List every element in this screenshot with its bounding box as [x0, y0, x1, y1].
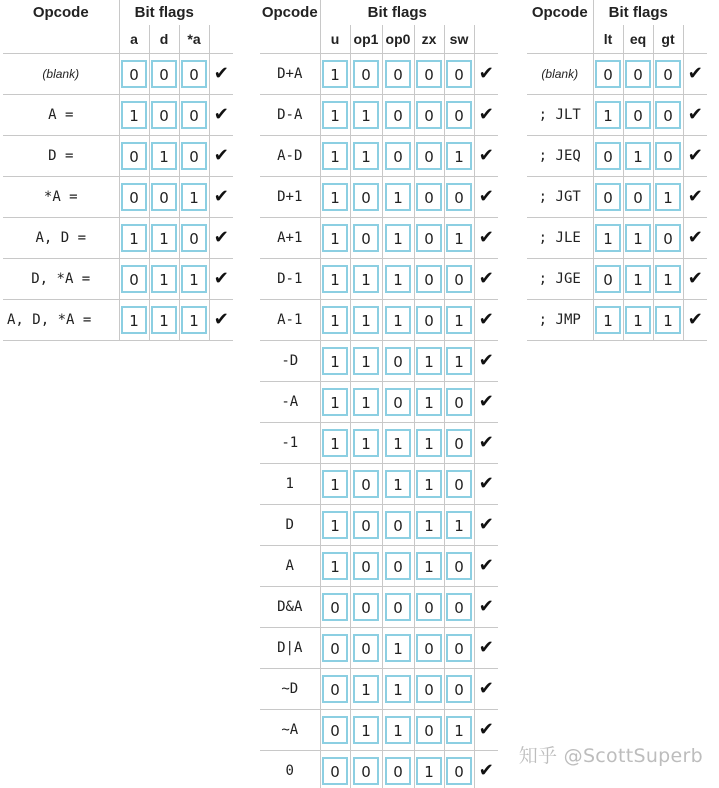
check-icon: ✔: [687, 104, 703, 125]
bit-flag-cell: 0: [353, 470, 379, 498]
bit-flag-cell: 1: [322, 511, 348, 539]
check-icon: ✔: [213, 309, 229, 330]
bit-flag-cell: 0: [446, 634, 472, 662]
bit-flag-cell: 1: [322, 470, 348, 498]
table-row: [260, 381, 498, 422]
bit-flag-cell: 1: [416, 429, 442, 457]
opcode-label: D =: [3, 135, 119, 176]
check-icon: ✔: [478, 63, 494, 84]
bit-flag-cell: 1: [353, 675, 379, 703]
bit-flag-cell: 1: [322, 347, 348, 375]
bit-flag-cell: 0: [625, 60, 651, 88]
bit-flags-header: Bit flags: [320, 0, 474, 25]
flag-column-header: eq: [623, 25, 653, 53]
bit-flag-cell: 1: [416, 757, 442, 785]
check-icon: ✔: [213, 63, 229, 84]
flag-column-header: lt: [593, 25, 623, 53]
opcode-label: D+1: [260, 176, 320, 217]
bit-flag-cell: 1: [181, 265, 207, 293]
bit-flag-cell: 1: [322, 306, 348, 334]
table-row: [527, 94, 707, 135]
check-icon: ✔: [478, 350, 494, 371]
jump-flags-table: [527, 0, 707, 341]
table-row: [3, 94, 233, 135]
opcode-label: (blank): [527, 53, 593, 94]
flag-column-header: *a: [179, 25, 209, 53]
flag-column-header: a: [119, 25, 149, 53]
check-icon: ✔: [478, 268, 494, 289]
bit-flag-cell: 0: [655, 224, 681, 252]
bit-flag-cell: 0: [416, 306, 442, 334]
opcode-label: A-1: [260, 299, 320, 340]
bit-flag-cell: 1: [322, 265, 348, 293]
opcode-label: A =: [3, 94, 119, 135]
check-icon: ✔: [478, 432, 494, 453]
opcode-label: ~A: [260, 709, 320, 750]
opcode-label: A, D =: [3, 217, 119, 258]
bit-flag-cell: 0: [353, 183, 379, 211]
bit-flag-cell: 1: [446, 347, 472, 375]
bit-flag-cell: 1: [151, 265, 177, 293]
bit-flag-cell: 1: [353, 265, 379, 293]
bit-flag-cell: 1: [655, 306, 681, 334]
bit-flag-cell: 1: [151, 142, 177, 170]
opcode-label: A, D, *A =: [3, 299, 119, 340]
check-icon: ✔: [687, 268, 703, 289]
destination-flags-table: [3, 0, 233, 341]
bit-flag-cell: 0: [181, 60, 207, 88]
bit-flag-cell: 1: [353, 429, 379, 457]
check-icon: ✔: [687, 186, 703, 207]
bit-flag-cell: 0: [416, 183, 442, 211]
table-row: [260, 53, 498, 94]
opcode-label: D&A: [260, 586, 320, 627]
bit-flag-cell: 1: [625, 306, 651, 334]
bit-flag-cell: 1: [121, 306, 147, 334]
bit-flag-cell: 1: [322, 183, 348, 211]
opcode-label: D: [260, 504, 320, 545]
bit-flag-cell: 1: [151, 224, 177, 252]
opcode-table-compute: [260, 0, 498, 788]
bit-flag-cell: 1: [385, 716, 411, 744]
bit-flag-cell: 1: [385, 429, 411, 457]
opcode-label: ; JLT: [527, 94, 593, 135]
bit-flag-cell: 0: [416, 142, 442, 170]
check-icon: ✔: [478, 514, 494, 535]
bit-flag-cell: 0: [446, 265, 472, 293]
bit-flag-cell: 1: [625, 224, 651, 252]
bit-flag-cell: 0: [446, 388, 472, 416]
bit-flag-cell: 0: [595, 60, 621, 88]
bit-flag-cell: 1: [655, 183, 681, 211]
bit-flag-cell: 0: [655, 101, 681, 129]
table-row: [3, 53, 233, 94]
table-row: [260, 258, 498, 299]
bit-flag-cell: 0: [446, 593, 472, 621]
bit-flag-cell: 0: [655, 60, 681, 88]
table-row: [260, 422, 498, 463]
table-row: [260, 217, 498, 258]
bit-flag-cell: 0: [446, 429, 472, 457]
bit-flag-cell: 1: [121, 101, 147, 129]
bit-flag-cell: 0: [151, 60, 177, 88]
bit-flag-cell: 0: [322, 634, 348, 662]
check-icon: ✔: [213, 145, 229, 166]
bit-flag-cell: 0: [151, 183, 177, 211]
check-icon: ✔: [478, 596, 494, 617]
bit-flag-cell: 0: [353, 552, 379, 580]
bit-flag-cell: 0: [121, 183, 147, 211]
bit-flag-cell: 0: [151, 101, 177, 129]
bit-flag-cell: 0: [181, 142, 207, 170]
bit-flag-cell: 1: [353, 306, 379, 334]
opcode-label: -1: [260, 422, 320, 463]
bit-flag-cell: 0: [385, 388, 411, 416]
bit-flag-cell: 1: [385, 470, 411, 498]
bit-flag-cell: 1: [446, 224, 472, 252]
bit-flag-cell: 1: [181, 306, 207, 334]
bit-flag-cell: 0: [322, 716, 348, 744]
bit-flag-cell: 1: [446, 306, 472, 334]
check-icon: ✔: [687, 145, 703, 166]
flag-column-header: u: [320, 25, 350, 53]
bit-flag-cell: 0: [595, 183, 621, 211]
table-row: [260, 586, 498, 627]
opcode-label: D+A: [260, 53, 320, 94]
opcode-label: -A: [260, 381, 320, 422]
check-icon: ✔: [478, 186, 494, 207]
bit-flag-cell: 1: [322, 388, 348, 416]
table-row: [260, 545, 498, 586]
compute-flags-table: [260, 0, 498, 788]
bit-flag-cell: 0: [353, 511, 379, 539]
bit-flag-cell: 0: [595, 265, 621, 293]
opcode-label: A-D: [260, 135, 320, 176]
table-row: [527, 135, 707, 176]
bit-flag-cell: 1: [416, 511, 442, 539]
bit-flag-cell: 1: [416, 470, 442, 498]
bit-flag-cell: 0: [181, 224, 207, 252]
bit-flag-cell: 1: [446, 716, 472, 744]
bit-flag-cell: 1: [446, 142, 472, 170]
bit-flag-cell: 0: [322, 757, 348, 785]
table-row: [3, 217, 233, 258]
bit-flag-cell: 0: [121, 142, 147, 170]
bit-flag-cell: 1: [181, 183, 207, 211]
check-icon: ✔: [213, 104, 229, 125]
table-row: [260, 176, 498, 217]
bit-flag-cell: 0: [446, 470, 472, 498]
check-icon: ✔: [213, 186, 229, 207]
bit-flag-cell: 0: [446, 675, 472, 703]
bit-flag-cell: 0: [446, 183, 472, 211]
check-icon: ✔: [478, 760, 494, 781]
check-icon: ✔: [213, 227, 229, 248]
opcode-label: ; JEQ: [527, 135, 593, 176]
bit-flag-cell: 1: [416, 347, 442, 375]
bit-flag-cell: 0: [595, 142, 621, 170]
bit-flag-cell: 0: [416, 60, 442, 88]
bit-flag-cell: 1: [595, 224, 621, 252]
bit-flag-cell: 0: [416, 634, 442, 662]
table-row: [3, 135, 233, 176]
bit-flag-cell: 0: [446, 101, 472, 129]
bit-flag-cell: 0: [446, 757, 472, 785]
table-row: [527, 258, 707, 299]
opcode-label: D, *A =: [3, 258, 119, 299]
bit-flag-cell: 0: [446, 60, 472, 88]
bit-flag-cell: 0: [181, 101, 207, 129]
flag-column-header: d: [149, 25, 179, 53]
bit-flag-cell: 0: [416, 716, 442, 744]
opcode-label: *A =: [3, 176, 119, 217]
check-icon: ✔: [213, 268, 229, 289]
bit-flag-cell: 0: [385, 60, 411, 88]
table-row: [260, 750, 498, 788]
opcode-header: Opcode: [261, 4, 318, 21]
check-icon: ✔: [478, 309, 494, 330]
check-icon: ✔: [687, 309, 703, 330]
bit-flag-cell: 1: [121, 224, 147, 252]
bit-flag-cell: 0: [385, 101, 411, 129]
table-row: [527, 217, 707, 258]
table-row: [260, 504, 498, 545]
check-icon: ✔: [478, 719, 494, 740]
table-row: [260, 299, 498, 340]
bit-flag-cell: 0: [353, 593, 379, 621]
check-icon: ✔: [687, 63, 703, 84]
check-icon: ✔: [687, 227, 703, 248]
table-row: [3, 176, 233, 217]
check-icon: ✔: [478, 473, 494, 494]
bit-flag-cell: 0: [385, 511, 411, 539]
flag-column-header: op1: [350, 25, 382, 53]
table-row: [3, 299, 233, 340]
flag-column-header: sw: [444, 25, 474, 53]
check-icon: ✔: [478, 637, 494, 658]
bit-flag-cell: 1: [322, 101, 348, 129]
bit-flag-cell: 1: [353, 142, 379, 170]
check-icon: ✔: [478, 145, 494, 166]
watermark: 知乎 @ScottSuperb: [518, 745, 703, 767]
bit-flags-header: Bit flags: [593, 0, 683, 25]
table-row: [260, 135, 498, 176]
table-row: [527, 176, 707, 217]
opcode-table-jump: [527, 0, 707, 341]
table-row: [260, 709, 498, 750]
table-row: [527, 53, 707, 94]
bit-flag-cell: 0: [121, 60, 147, 88]
bit-flag-cell: 1: [353, 101, 379, 129]
bit-flag-cell: 1: [595, 101, 621, 129]
opcode-label: ; JGT: [527, 176, 593, 217]
table-row: [527, 299, 707, 340]
bit-flag-cell: 0: [655, 142, 681, 170]
bit-flag-cell: 1: [625, 265, 651, 293]
bit-flag-cell: 0: [121, 265, 147, 293]
bit-flag-cell: 1: [322, 142, 348, 170]
bit-flag-cell: 1: [385, 224, 411, 252]
bit-flag-cell: 0: [353, 757, 379, 785]
bit-flags-header: Bit flags: [119, 0, 209, 25]
bit-flag-cell: 1: [322, 60, 348, 88]
check-icon: ✔: [478, 391, 494, 412]
bit-flag-cell: 1: [151, 306, 177, 334]
check-icon: ✔: [478, 678, 494, 699]
bit-flag-cell: 1: [322, 429, 348, 457]
bit-flag-cell: 0: [353, 60, 379, 88]
bit-flag-cell: 0: [416, 265, 442, 293]
bit-flag-cell: 1: [353, 347, 379, 375]
opcode-label: -D: [260, 340, 320, 381]
flag-column-header: zx: [414, 25, 444, 53]
table-row: [260, 627, 498, 668]
bit-flag-cell: 0: [353, 224, 379, 252]
bit-flag-cell: 1: [595, 306, 621, 334]
opcode-label: A+1: [260, 217, 320, 258]
bit-flag-cell: 1: [625, 142, 651, 170]
opcode-label: D|A: [260, 627, 320, 668]
table-row: [3, 258, 233, 299]
bit-flag-cell: 1: [385, 634, 411, 662]
bit-flag-cell: 1: [385, 306, 411, 334]
opcode-label: D-1: [260, 258, 320, 299]
bit-flag-cell: 0: [416, 101, 442, 129]
opcode-label: (blank): [3, 53, 119, 94]
bit-flag-cell: 1: [655, 265, 681, 293]
opcode-table-destination: [3, 0, 233, 341]
opcode-label: ; JGE: [527, 258, 593, 299]
flag-column-header: gt: [653, 25, 683, 53]
bit-flag-cell: 1: [353, 388, 379, 416]
opcode-label: 0: [260, 750, 320, 788]
opcode-label: A: [260, 545, 320, 586]
bit-flag-cell: 0: [385, 593, 411, 621]
check-icon: ✔: [478, 555, 494, 576]
bit-flag-cell: 0: [416, 224, 442, 252]
bit-flag-cell: 0: [625, 183, 651, 211]
opcode-header: Opcode: [32, 4, 89, 21]
bit-flag-cell: 0: [446, 552, 472, 580]
bit-flag-cell: 0: [385, 142, 411, 170]
bit-flag-cell: 0: [322, 593, 348, 621]
table-row: [260, 340, 498, 381]
opcode-label: D-A: [260, 94, 320, 135]
check-icon: ✔: [478, 104, 494, 125]
bit-flag-cell: 1: [416, 388, 442, 416]
bit-flag-cell: 0: [416, 675, 442, 703]
bit-flag-cell: 1: [353, 716, 379, 744]
bit-flag-cell: 0: [385, 347, 411, 375]
bit-flag-cell: 0: [385, 552, 411, 580]
opcode-label: ~D: [260, 668, 320, 709]
bit-flag-cell: 0: [625, 101, 651, 129]
bit-flag-cell: 0: [322, 675, 348, 703]
bit-flag-cell: 1: [322, 224, 348, 252]
table-row: [260, 94, 498, 135]
opcode-label: 1: [260, 463, 320, 504]
bit-flag-cell: 1: [385, 183, 411, 211]
table-row: [260, 668, 498, 709]
bit-flag-cell: 0: [353, 634, 379, 662]
bit-flag-cell: 1: [322, 552, 348, 580]
opcode-header: Opcode: [531, 4, 588, 21]
table-row: [260, 463, 498, 504]
bit-flag-cell: 1: [416, 552, 442, 580]
check-icon: ✔: [478, 227, 494, 248]
opcode-label: ; JMP: [527, 299, 593, 340]
bit-flag-cell: 1: [385, 675, 411, 703]
bit-flag-cell: 1: [446, 511, 472, 539]
opcode-label: ; JLE: [527, 217, 593, 258]
bit-flag-cell: 0: [416, 593, 442, 621]
bit-flag-cell: 1: [385, 265, 411, 293]
bit-flag-cell: 0: [385, 757, 411, 785]
flag-column-header: op0: [382, 25, 414, 53]
